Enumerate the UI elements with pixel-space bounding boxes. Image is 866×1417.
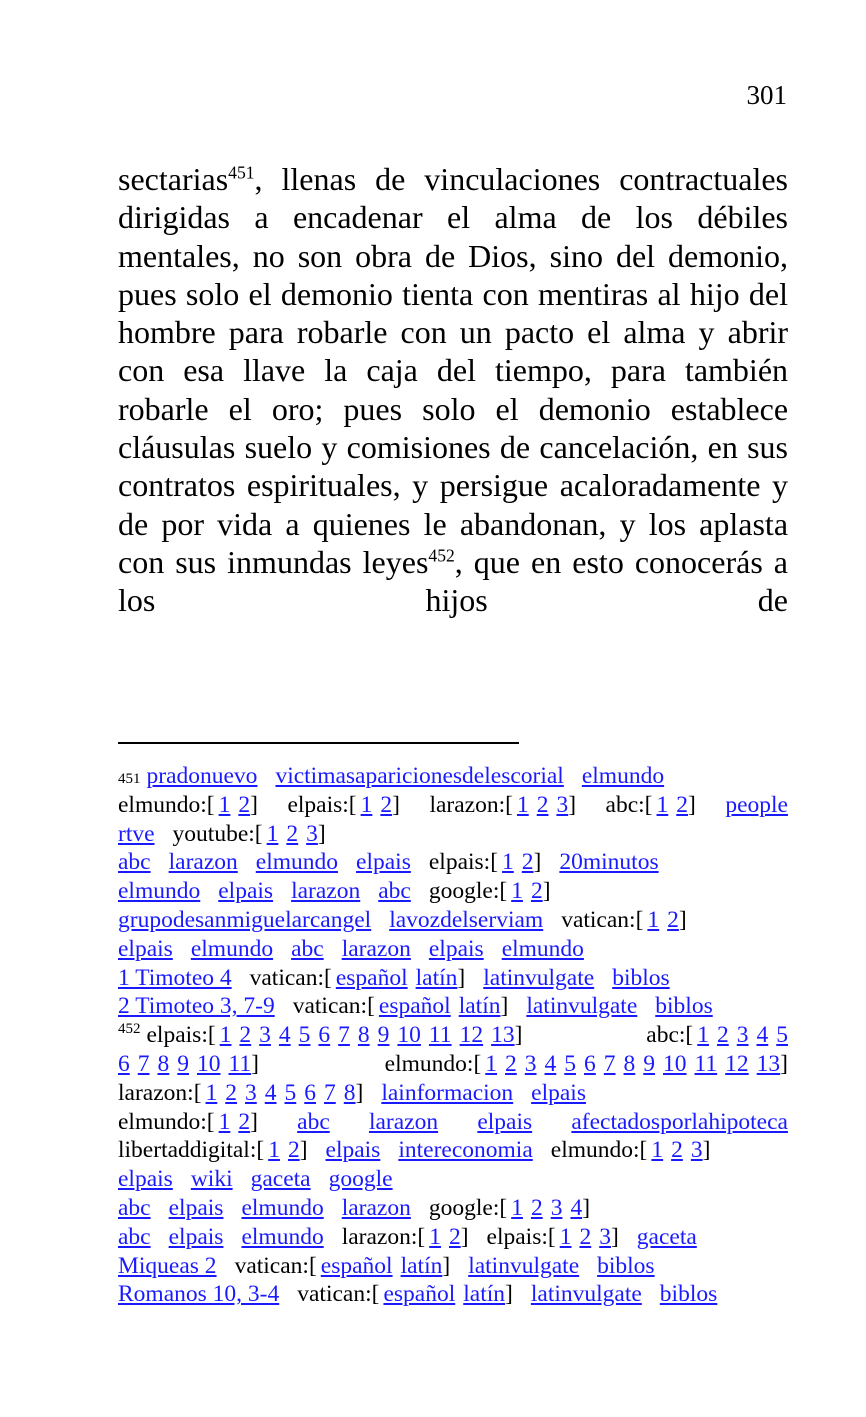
link[interactable]: 3 <box>690 1137 703 1164</box>
link-group: youtube:[ 1 2 3] <box>172 820 326 847</box>
link[interactable]: latín <box>415 964 458 991</box>
link-group: abc:[ 1 2] <box>605 791 696 818</box>
link[interactable]: 6 <box>304 1079 317 1106</box>
footnotes <box>118 762 788 1309</box>
link[interactable]: latinvulgate <box>468 1252 580 1279</box>
link[interactable]: 3 <box>599 1223 611 1250</box>
link[interactable]: 3 <box>550 1194 563 1221</box>
bible-ref-link[interactable]: 1 Timoteo 4 <box>118 964 232 991</box>
fn451-line6 <box>118 906 788 935</box>
link[interactable]: elpais <box>218 878 274 905</box>
link-group: vatican:[ español latín] <box>292 993 509 1020</box>
link[interactable]: 9 <box>177 1050 189 1077</box>
link-group: larazon:[ 1 2 3 4 5 6 7 8] <box>118 1079 364 1106</box>
link[interactable]: grupodesanmiguelarcangel <box>118 906 372 933</box>
link-group: elpais:[ 1 2] <box>428 849 542 876</box>
fn452-line6 <box>118 1165 788 1194</box>
link[interactable]: 1 <box>516 791 529 818</box>
link[interactable]: 8 <box>157 1050 170 1077</box>
link[interactable]: 1 <box>651 1137 664 1164</box>
link-group: larazon:[ 1 2 3] <box>429 791 577 818</box>
link[interactable]: 2 <box>505 1050 517 1077</box>
link[interactable]: elpais <box>477 1108 533 1135</box>
link[interactable]: 8 <box>357 1022 370 1049</box>
link-group: vatican:[ español latín] <box>297 1281 513 1308</box>
link[interactable]: gaceta <box>250 1166 311 1193</box>
link[interactable]: elpais <box>325 1137 381 1164</box>
link[interactable]: 13 <box>756 1050 781 1077</box>
link[interactable]: español <box>335 964 408 991</box>
link-group: elmundo:[ 1 2 3] <box>550 1137 711 1164</box>
fn451-line4 <box>118 848 788 877</box>
link[interactable]: abc <box>118 1194 151 1221</box>
link[interactable]: 1 <box>485 1050 498 1077</box>
link[interactable]: 1 <box>511 878 523 905</box>
link[interactable]: 2 <box>530 878 543 905</box>
fn451-line8 <box>118 964 788 993</box>
link[interactable]: 2 <box>667 906 679 933</box>
footnote-ref-452[interactable]: 452 <box>428 545 455 566</box>
link[interactable]: 1 <box>429 1223 441 1250</box>
link[interactable]: 2 <box>530 1194 543 1221</box>
link[interactable]: rtve <box>118 820 155 847</box>
link[interactable]: 1 <box>268 1137 280 1164</box>
link[interactable]: 3 <box>556 791 569 818</box>
link-group: elmundo:[ 1 2] <box>118 791 258 818</box>
link[interactable]: 1 <box>218 1108 231 1135</box>
link[interactable]: abc <box>118 1223 151 1250</box>
link[interactable]: 6 <box>584 1050 596 1077</box>
link[interactable]: 8 <box>623 1050 636 1077</box>
link[interactable]: 2 <box>238 791 251 818</box>
link[interactable]: 1 <box>697 1022 709 1049</box>
link[interactable]: elmundo <box>241 1194 324 1221</box>
link[interactable]: lavozdelserviam <box>389 906 544 933</box>
link-group: vatican:[ 1 2] <box>561 906 687 933</box>
link[interactable]: victimasaparicionesdelescorial <box>275 763 564 789</box>
link[interactable]: 1 <box>360 791 373 818</box>
link[interactable]: 1 <box>219 1022 232 1049</box>
link[interactable]: 2 <box>671 1137 683 1164</box>
link[interactable]: 13 <box>491 1022 515 1049</box>
link[interactable]: 1 <box>656 791 669 818</box>
link-group: google:[ 1 2 3 4] <box>428 1194 591 1221</box>
link[interactable]: 4 <box>570 1194 583 1221</box>
link[interactable]: biblos <box>597 1252 655 1279</box>
link[interactable]: 2 <box>448 1223 461 1250</box>
link[interactable]: 4 <box>264 1079 277 1106</box>
link[interactable]: 7 <box>338 1022 350 1049</box>
footnote-separator <box>118 742 519 744</box>
link-group: abc:[ 1 2 3 4 5 <box>646 1022 788 1049</box>
link[interactable]: español <box>378 993 451 1020</box>
link[interactable]: latín <box>463 1281 506 1308</box>
link[interactable]: 2 <box>238 1108 251 1135</box>
link[interactable]: 10 <box>663 1050 687 1077</box>
link[interactable]: 3 <box>524 1050 537 1077</box>
link[interactable]: 12 <box>459 1022 484 1049</box>
link[interactable]: elpais <box>531 1079 586 1106</box>
link[interactable]: abc <box>297 1108 330 1135</box>
link[interactable]: abc <box>378 878 411 905</box>
link[interactable]: 3 <box>306 820 318 847</box>
link[interactable]: 4 <box>544 1050 557 1077</box>
link[interactable]: latinvulgate <box>526 993 638 1020</box>
fn452-line10 <box>118 1280 788 1309</box>
link-group: elmundo:[ 1 2 3 4 5 6 7 8 9 10 11 12 13] <box>384 1050 788 1077</box>
link[interactable]: español <box>320 1252 393 1279</box>
link[interactable]: google <box>328 1166 393 1193</box>
link[interactable]: 7 <box>324 1079 336 1106</box>
link[interactable]: wiki <box>190 1166 233 1193</box>
link[interactable]: 2 <box>286 820 299 847</box>
link[interactable]: biblos <box>659 1281 718 1308</box>
link[interactable]: biblos <box>612 964 670 991</box>
link[interactable]: afectadosporlahipoteca <box>571 1108 788 1135</box>
page-number: 301 <box>746 80 787 110</box>
link[interactable]: 1 <box>511 1194 523 1221</box>
link[interactable]: elpais <box>118 1166 173 1193</box>
link[interactable]: 3 <box>736 1022 749 1049</box>
fn452-line7 <box>118 1194 788 1223</box>
link[interactable]: 2 <box>380 791 393 818</box>
link[interactable]: 8 <box>343 1079 356 1106</box>
link-group: libertaddigital:[ 1 2] <box>118 1137 308 1164</box>
link[interactable]: 2 <box>521 849 534 876</box>
link[interactable]: 2 <box>579 1223 592 1250</box>
link[interactable]: 2 <box>536 791 549 818</box>
link[interactable]: biblos <box>655 993 713 1020</box>
link[interactable]: 7 <box>137 1050 150 1077</box>
link-group: vatican:[ español latín] <box>249 964 466 991</box>
link[interactable]: larazon <box>368 1108 439 1135</box>
link[interactable]: 3 <box>245 1079 257 1106</box>
link[interactable]: larazon <box>291 878 361 905</box>
link[interactable]: 12 <box>725 1050 749 1077</box>
link[interactable]: 20minutos <box>559 849 659 876</box>
link[interactable]: 4 <box>278 1022 291 1049</box>
link-group: larazon:[ 1 2] <box>341 1223 469 1250</box>
link[interactable]: elmundo <box>255 849 339 876</box>
link[interactable]: elpais <box>356 849 411 876</box>
link[interactable]: lainformacion <box>381 1079 514 1106</box>
link[interactable]: elpais <box>168 1223 224 1250</box>
link[interactable]: 6 <box>318 1022 331 1049</box>
fn452-line1 <box>118 1021 788 1050</box>
link[interactable]: elmundo <box>501 935 584 962</box>
link[interactable]: 2 <box>717 1022 729 1049</box>
link[interactable]: people <box>725 791 788 818</box>
link[interactable]: elmundo <box>241 1223 324 1250</box>
link[interactable]: 7 <box>603 1050 616 1077</box>
link[interactable]: 11 <box>694 1050 718 1077</box>
fn452-line9 <box>118 1252 788 1281</box>
link[interactable]: 1 <box>559 1223 572 1250</box>
link-group: 6 7 8 9 10 11] <box>118 1050 259 1077</box>
link[interactable]: 5 <box>284 1079 297 1106</box>
link[interactable]: 1 <box>218 791 231 818</box>
link-group: google:[ 1 2] <box>428 878 551 905</box>
link[interactable]: 1 <box>502 849 514 876</box>
bible-ref-link[interactable]: Romanos 10, 3-4 <box>118 1281 280 1308</box>
link-group: elmundo:[ 1 2] <box>118 1108 258 1135</box>
link-group: $^{452}$ elpais:[ 1 2 3 4 5 6 7 8 9 10 11 12 13] <box>118 1021 523 1049</box>
link[interactable]: elmundo <box>190 935 274 962</box>
fn452-line4 <box>118 1108 788 1137</box>
link[interactable]: 10 <box>397 1022 421 1049</box>
link[interactable]: 11 <box>228 1050 252 1077</box>
bible-ref-link[interactable]: 2 Timoteo 3, 7-9 <box>118 993 275 1020</box>
link[interactable]: 4 <box>756 1022 769 1049</box>
body-text: sectarias$^{451}$, llenas de vinculaciones contractuales dirigidas a encadenar el alma de los débiles mentales, no son obra de Dios, sino del demonio, pues solo el demonio tienta con mentiras al hijo del hombre para robarle con un pacto el alma y abrir con esa llave la caja del tiempo, para también robarle el oro; pues solo el demonio establece cláusulas suelo y comisiones de cancelación, en sus contratos espirituales, y persigue acaloradamente y de por vida a quienes le abandonan, y los aplasta con sus inmundas leyes$^{452}$, que en esto conocerás a los hijos de <box>118 161 789 619</box>
fn451-line2 <box>118 791 788 820</box>
link-group: vatican:[ español latín] <box>234 1252 451 1279</box>
link[interactable]: pradonuevo <box>146 763 258 789</box>
link[interactable]: 5 <box>298 1022 311 1049</box>
link[interactable]: 3 <box>259 1022 271 1049</box>
link[interactable]: 2 <box>287 1137 300 1164</box>
fn451-line3 <box>118 820 788 849</box>
fn451-line1: 451 pradonuevo victimasaparicionesdelescorial elmundo <box>118 763 665 789</box>
footnote-number: 452 <box>118 1021 141 1038</box>
link[interactable]: elpais <box>168 1194 224 1221</box>
link[interactable]: larazon <box>341 935 411 962</box>
link[interactable]: 1 <box>647 906 660 933</box>
link[interactable]: 1 <box>205 1079 218 1106</box>
fn452-line3 <box>118 1079 788 1108</box>
link[interactable]: intereconomia <box>398 1137 533 1164</box>
link-group: elpais:[ 1 2 3] <box>486 1223 619 1250</box>
fn451-line5 <box>118 877 788 906</box>
link[interactable]: 11 <box>428 1022 452 1049</box>
footnote-ref-451[interactable]: 451 <box>228 162 255 183</box>
fn452-line8 <box>118 1223 788 1252</box>
fn451-line9 <box>118 992 788 1021</box>
link[interactable]: latín <box>400 1252 443 1279</box>
link[interactable]: latinvulgate <box>530 1281 642 1308</box>
link[interactable]: larazon <box>168 849 238 876</box>
link[interactable]: español <box>383 1281 456 1308</box>
link[interactable]: 1 <box>266 820 279 847</box>
link[interactable]: 9 <box>643 1050 656 1077</box>
link-group: elpais:[ 1 2] <box>287 791 400 818</box>
link[interactable]: 2 <box>676 791 688 818</box>
link[interactable]: elpais <box>118 935 173 962</box>
link[interactable]: abc <box>291 935 324 962</box>
link[interactable]: elpais <box>428 935 484 962</box>
link[interactable]: 6 <box>118 1050 130 1077</box>
link[interactable]: abc <box>118 849 151 876</box>
link[interactable]: latín <box>458 993 501 1020</box>
fn452-line5 <box>118 1136 788 1165</box>
link[interactable]: 5 <box>564 1050 577 1077</box>
link[interactable]: 5 <box>776 1022 788 1049</box>
link[interactable]: latinvulgate <box>483 964 595 991</box>
link[interactable]: 10 <box>197 1050 221 1077</box>
fn451-line7 <box>118 935 788 964</box>
link[interactable]: elmundo <box>118 878 201 905</box>
bible-ref-link[interactable]: Miqueas 2 <box>118 1252 217 1279</box>
link[interactable]: 2 <box>239 1022 252 1049</box>
link[interactable]: elmundo <box>581 763 665 789</box>
link[interactable]: larazon <box>341 1194 411 1221</box>
link[interactable]: 9 <box>377 1022 390 1049</box>
fn452-line2 <box>118 1050 788 1079</box>
link[interactable]: gaceta <box>636 1223 697 1250</box>
link[interactable]: 2 <box>225 1079 238 1106</box>
